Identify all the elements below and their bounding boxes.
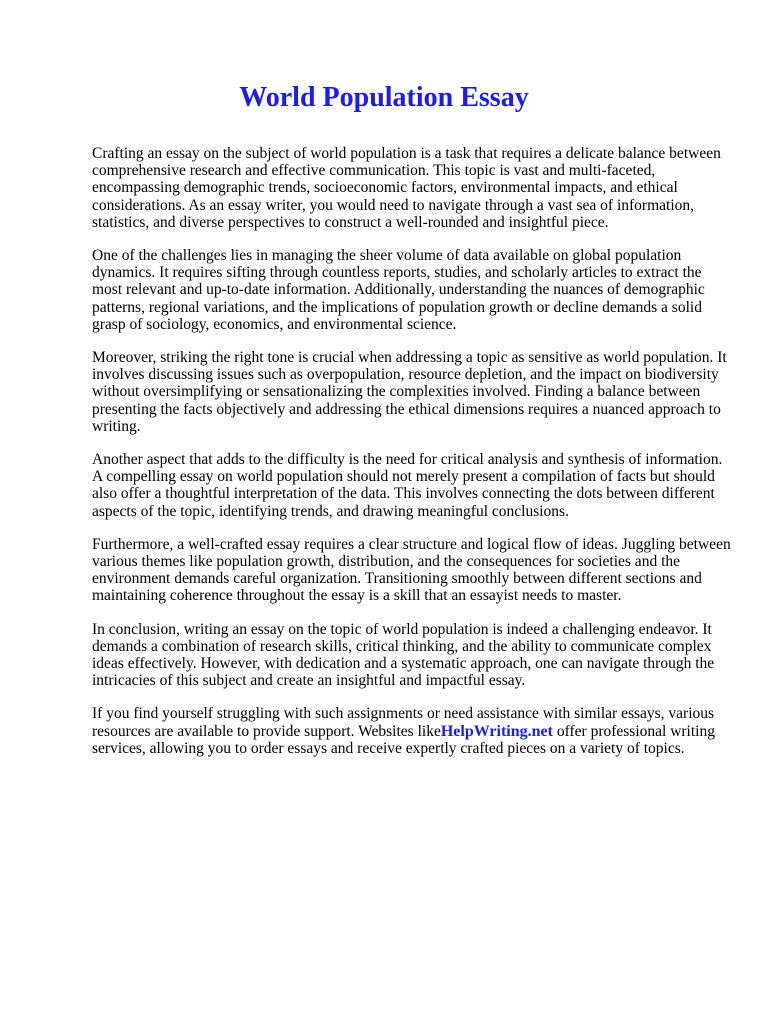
page-title: World Population Essay	[239, 82, 529, 113]
paragraph-challenges: One of the challenges lies in managing the sheer volume of data available on global population dynamics. It requires sifting through countless reports, studies, and scholarly articles to extract the most relevant and up-to-date information. Additionally, understanding the nuances of demographic patterns, regional variations, and the implications of population growth or decline demands a solid grasp of sociology, economics, and environmental science.	[92, 247, 705, 333]
paragraph-analysis: Another aspect that adds to the difficulty is the need for critical analysis and synthesis of information. A compelling essay on world population should not merely present a compilation of facts but should also offer a thoughtful interpretation of the data. This involves connecting the dots between different aspects of the topic, identifying trends, and drawing meaningful conclusions.	[92, 451, 723, 520]
paragraph-tone: Moreover, striking the right tone is crucial when addressing a topic as sensitive as world population. It involves discussing issues such as overpopulation, resource depletion, and the impact on biodiversity without oversimplifying or sensationalizing the complexities involved. Finding a balance between presenting the facts objectively and addressing the ethical dimensions requires a nuanced approach to writing.	[92, 349, 727, 435]
paragraph-conclusion: In conclusion, writing an essay on the topic of world population is indeed a challenging endeavor. It demands a combination of research skills, critical thinking, and the ability to communicate complex ideas effectively. However, with dedication and a systematic approach, one can navigate through the intricacies of this subject and create an insightful and impactful essay.	[92, 620, 715, 690]
paragraph-resources	[92, 705, 732, 757]
resources-text-before-link: If you find yourself struggling with such assignments or need assistance with similar essays, various resources are available to provide support. Websites like	[92, 705, 715, 740]
resources-text-after-link: offer professional writing services, allowing you to order essays and receive expertly crafted pieces on a variety of topics.	[92, 722, 715, 757]
paragraph-structure: Furthermore, a well-crafted essay requires a clear structure and logical flow of ideas. Juggling between various themes like population growth, distribution, and the consequences for societies and the environment demands careful organization. Transitioning smoothly between different sections and maintaining coherence throughout the essay is a skill that an essayist needs to master.	[92, 535, 731, 605]
paragraph-intro: Crafting an essay on the subject of world population is a task that requires a delicate balance between comprehensive research and effective communication. This topic is vast and multi-faceted, encompassing demographic trends, socioeconomic factors, environmental impacts, and ethical considerations. As an essay writer, you would need to navigate through a vast sea of information, statistics, and diverse perspectives to construct a well-rounded and insightful piece.	[92, 145, 721, 231]
helpwriting-link[interactable]: HelpWriting.net	[440, 722, 553, 740]
